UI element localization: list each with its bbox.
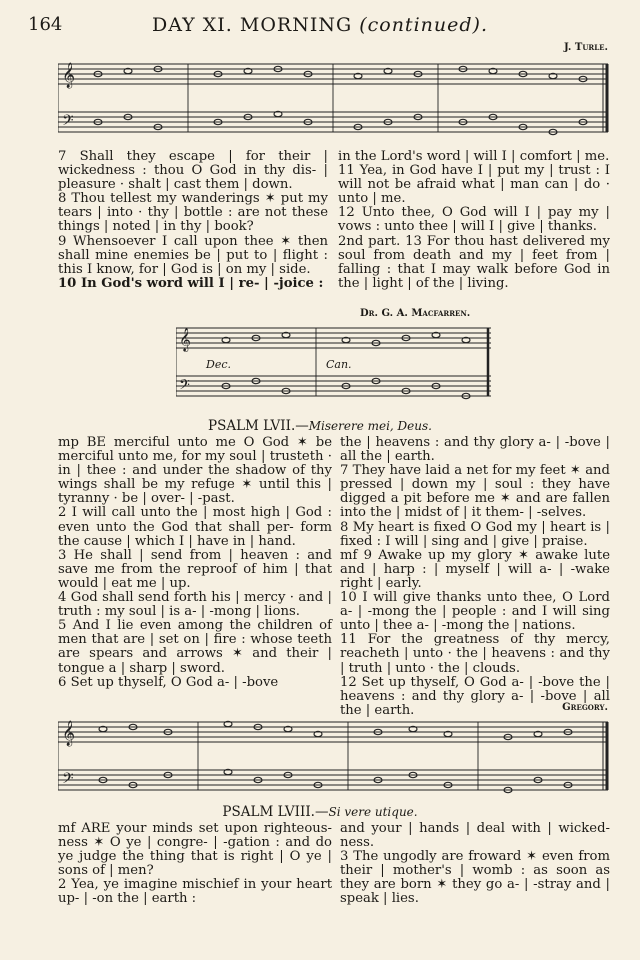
page-number: 164	[28, 14, 63, 35]
verse: 8 My heart is fixed O God my | heart is | fixed : I will | sing and | give | praise.	[340, 519, 610, 549]
verse: 12 Set up thyself, O God a- | -bove the | heavens : and thy glory a- | -bove | all the | earth.	[340, 674, 610, 718]
verse: 11 Yea, in God have I | put my | trust : I will not be afraid what | man can | do · unto | me.	[338, 163, 610, 207]
verse: 12 Unto thee, O God will I | pay my | vows : unto thee | will I | give | thanks.	[338, 205, 610, 235]
svg-text:𝄞: 𝄞	[179, 327, 191, 351]
title-main: DAY XI. MORNING	[152, 14, 353, 36]
psalm57-left-column	[58, 436, 332, 690]
verse: the | heavens : and thy glory a- | -bove | all the | earth.	[340, 435, 610, 465]
svg-text:𝄞: 𝄞	[62, 63, 76, 88]
svg-text:𝄢: 𝄢	[179, 377, 190, 397]
verse: 10 I will give thanks unto thee, O Lord a- | -mong the | people : and I will sing unto | thee a- | -mong the | nations.	[340, 590, 610, 634]
composer-third: Gregory.	[562, 702, 608, 713]
verse: 6 Set up thyself, O God a- | -bove	[58, 674, 279, 690]
svg-text:𝄞: 𝄞	[62, 721, 76, 746]
verse: 3 He shall | send from | heaven : and save me from the reproof of him | that would | eat me | up.	[58, 547, 332, 591]
verse: 2nd part. 13 For thou hast delivered my soul from death and my | feet from | falling : that I may walk before God in the | light | of the | living.	[338, 233, 610, 291]
verse: 7 They have laid a net for my feet ✶ and pressed | down my | soul : they have digged a pit before me ✶ and are fallen into the | midst of | it them- | -selves.	[340, 463, 610, 521]
svg-text:𝄢: 𝄢	[62, 770, 74, 791]
verse: 11 For the greatness of thy mercy, reacheth | unto · the | heavens : and thy | truth | unto · the | clouds.	[340, 632, 610, 676]
verse: 8 Thou tellest my wanderings ✶ put my tears | into · thy | bottle : are not these things | noted | in thy | book?	[58, 191, 328, 235]
composer-second: Dr. G. A. Macfarren.	[360, 308, 471, 319]
psalm58-number: PSALM LVIII.—	[222, 804, 329, 820]
psalm57-right-column	[340, 436, 610, 718]
verse: 2 I will call unto the | most high | God : even unto the God that shall per- form the cause | which I | have in | hand.	[58, 505, 332, 549]
psalm56-right-column	[338, 150, 610, 291]
psalm58-latin: Si vere utique.	[328, 805, 418, 819]
verse: mf ARE your minds set upon righteous- ness ✶ O ye | congre- | -gation : and do ye judge the thing that is right | O ye | sons of | men?	[58, 821, 332, 879]
verse: 5 And I lie even among the children of men that are | set on | fire : whose teeth are spears and arrows ✶ and their | tongue a | sharp | sword.	[58, 618, 332, 676]
chant-label-dec: Dec.	[206, 358, 231, 371]
title-suffix: (continued).	[359, 14, 488, 36]
verse: 3 The ungodly are froward ✶ even from their | mother's | womb : as soon as they are born ✶ they go a- | -stray and | speak | lies.	[340, 849, 610, 907]
psalm58-left-column	[58, 822, 332, 907]
verse: mf 9 Awake up my glory ✶ awake lute and | harp : | myself | will a- | -wake right | early.	[340, 547, 610, 591]
verse: 9 Whensoever I call upon thee ✶ then shall mine enemies be | put to | flight : this I know, for | God is | on my | side.	[58, 233, 328, 277]
verse: 10 In God's word will I | re- | -joice :	[58, 275, 324, 291]
psalm57-title	[0, 418, 640, 434]
psalm58-right-column	[340, 822, 610, 907]
verse: in the Lord's word | will I | comfort | me.	[338, 149, 610, 164]
music-system-3	[58, 714, 610, 800]
svg-text:𝄢: 𝄢	[62, 112, 74, 133]
composer-first: J. Turle.	[563, 42, 608, 53]
verse: and your | hands | deal with | wicked- ness.	[340, 821, 610, 851]
psalm57-latin: Miserere mei, Deus.	[308, 419, 432, 433]
music-system-1	[58, 56, 610, 142]
chant-label-can: Can.	[326, 358, 352, 371]
page-title	[0, 14, 640, 36]
verse: 2 Yea, ye imagine mischief in your heart up- | -on the | earth :	[58, 877, 332, 907]
psalm58-title	[0, 804, 640, 820]
verse: 7 Shall they escape | for their | wickedness : thou O God in thy dis- | pleasure · shalt | cast them | down.	[58, 149, 328, 193]
psalm56-left-column	[58, 150, 328, 291]
verse: mp BE merciful unto me O God ✶ be merciful unto me, for my soul | trusteth · in | thee : and under the shadow of thy wings shall be my refuge ✶ until this | tyranny · be | over- | -past.	[58, 435, 332, 507]
psalm57-number: PSALM LVII.—	[208, 418, 309, 434]
verse: 4 God shall send forth his | mercy · and | truth : my soul | is a- | -mong | lions.	[58, 590, 332, 620]
